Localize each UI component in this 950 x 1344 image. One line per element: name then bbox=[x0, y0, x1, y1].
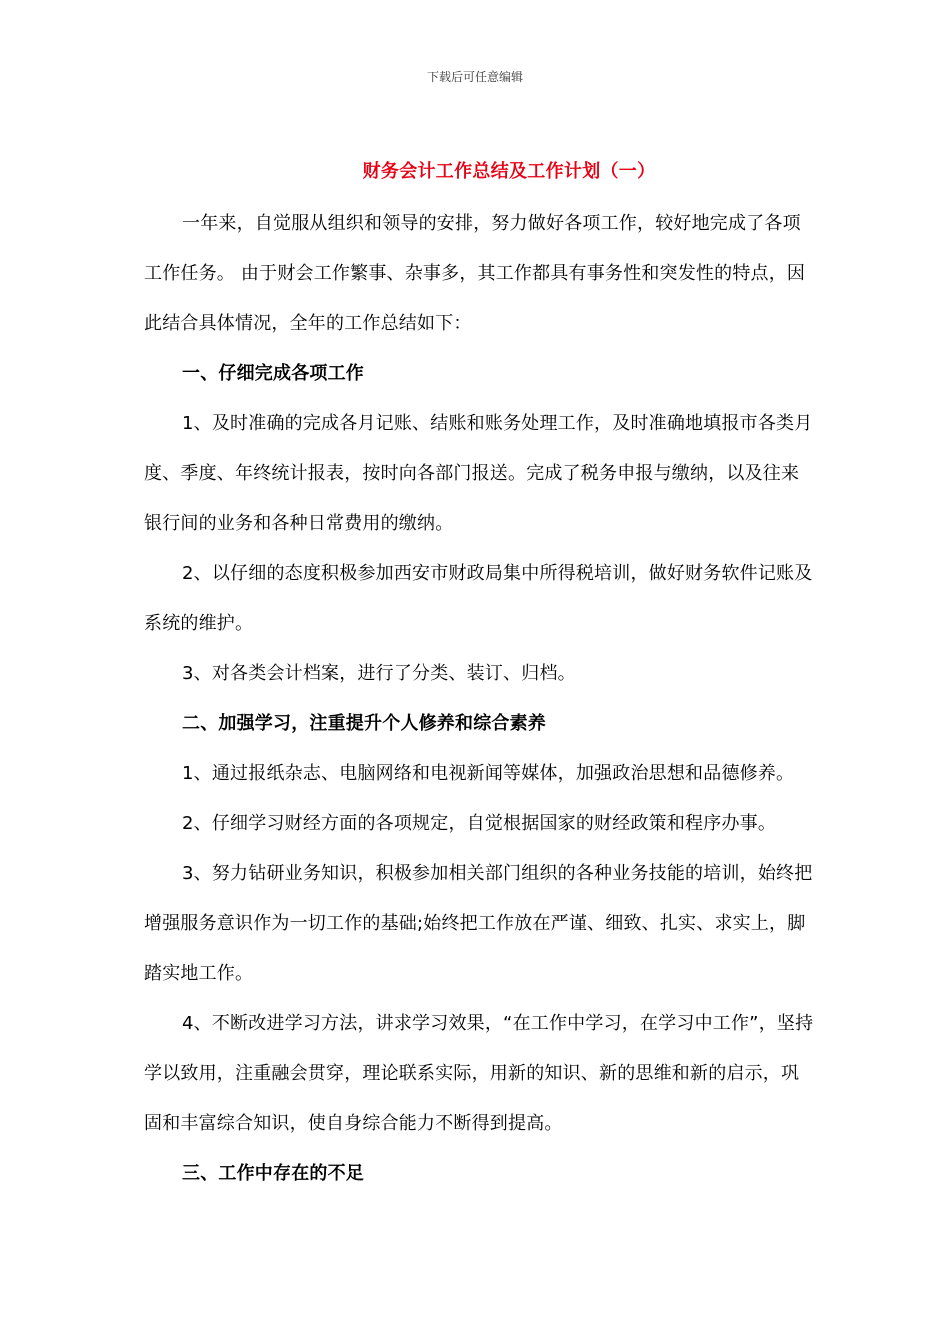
section-heading-1: 一、仔细完成各项工作 bbox=[182, 363, 364, 384]
intro-paragraph: 一年来，自觉服从组织和领导的安排，努力做好各项工作，较好地完成了各项工作任务。 由于财会工作繁事、杂事多，其工作都具有事务性和突发性的特点，因此结合具体情况，全年的工作总结如下： bbox=[144, 213, 806, 334]
section2-item3-paragraph: 3、努力钻研业务知识，积极参加相关部门组织的各种业务技能的培训，始终把增强服务意识作为一切工作的基础;始终把工作放在严谨、细致、扎实、求实上，脚踏实地工作。 bbox=[144, 863, 813, 984]
section1-item1-paragraph: 1、及时准确的完成各月记账、结账和账务处理工作，及时准确地填报市各类月度、季度、年终统计报表，按时向各部门报送。完成了税务申报与缴纳，以及往来银行间的业务和各种日常费用的缴纳。 bbox=[144, 413, 813, 534]
section2-item1-paragraph: 1、通过报纸杂志、电脑网络和电视新闻等媒体，加强政治思想和品德修养。 bbox=[182, 763, 795, 784]
section1-item3-paragraph: 3、对各类会计档案，进行了分类、装订、归档。 bbox=[182, 663, 576, 684]
section1-item2-paragraph: 2、以仔细的态度积极参加西安市财政局集中所得税培训，做好财务软件记账及系统的维护。 bbox=[144, 563, 813, 634]
section-heading-2: 二、加强学习，注重提升个人修养和综合素养 bbox=[182, 713, 546, 734]
section2-item2-paragraph: 2、仔细学习财经方面的各项规定，自觉根据国家的财经政策和程序办事。 bbox=[182, 813, 777, 834]
section-heading-3: 三、工作中存在的不足 bbox=[182, 1163, 364, 1184]
document-body bbox=[144, 199, 814, 1199]
page-header-note: 下载后可任意编辑 bbox=[426, 70, 523, 84]
section2-item4-paragraph: 4、不断改进学习方法，讲求学习效果，“在工作中学习，在学习中工作”，坚持学以致用，注重融会贯穿，理论联系实际，用新的知识、新的思维和新的启示，巩固和丰富综合知识，使自身综合能力不断得到提高。 bbox=[144, 1013, 814, 1134]
document-title: 财务会计工作总结及工作计划（一） bbox=[362, 161, 656, 182]
